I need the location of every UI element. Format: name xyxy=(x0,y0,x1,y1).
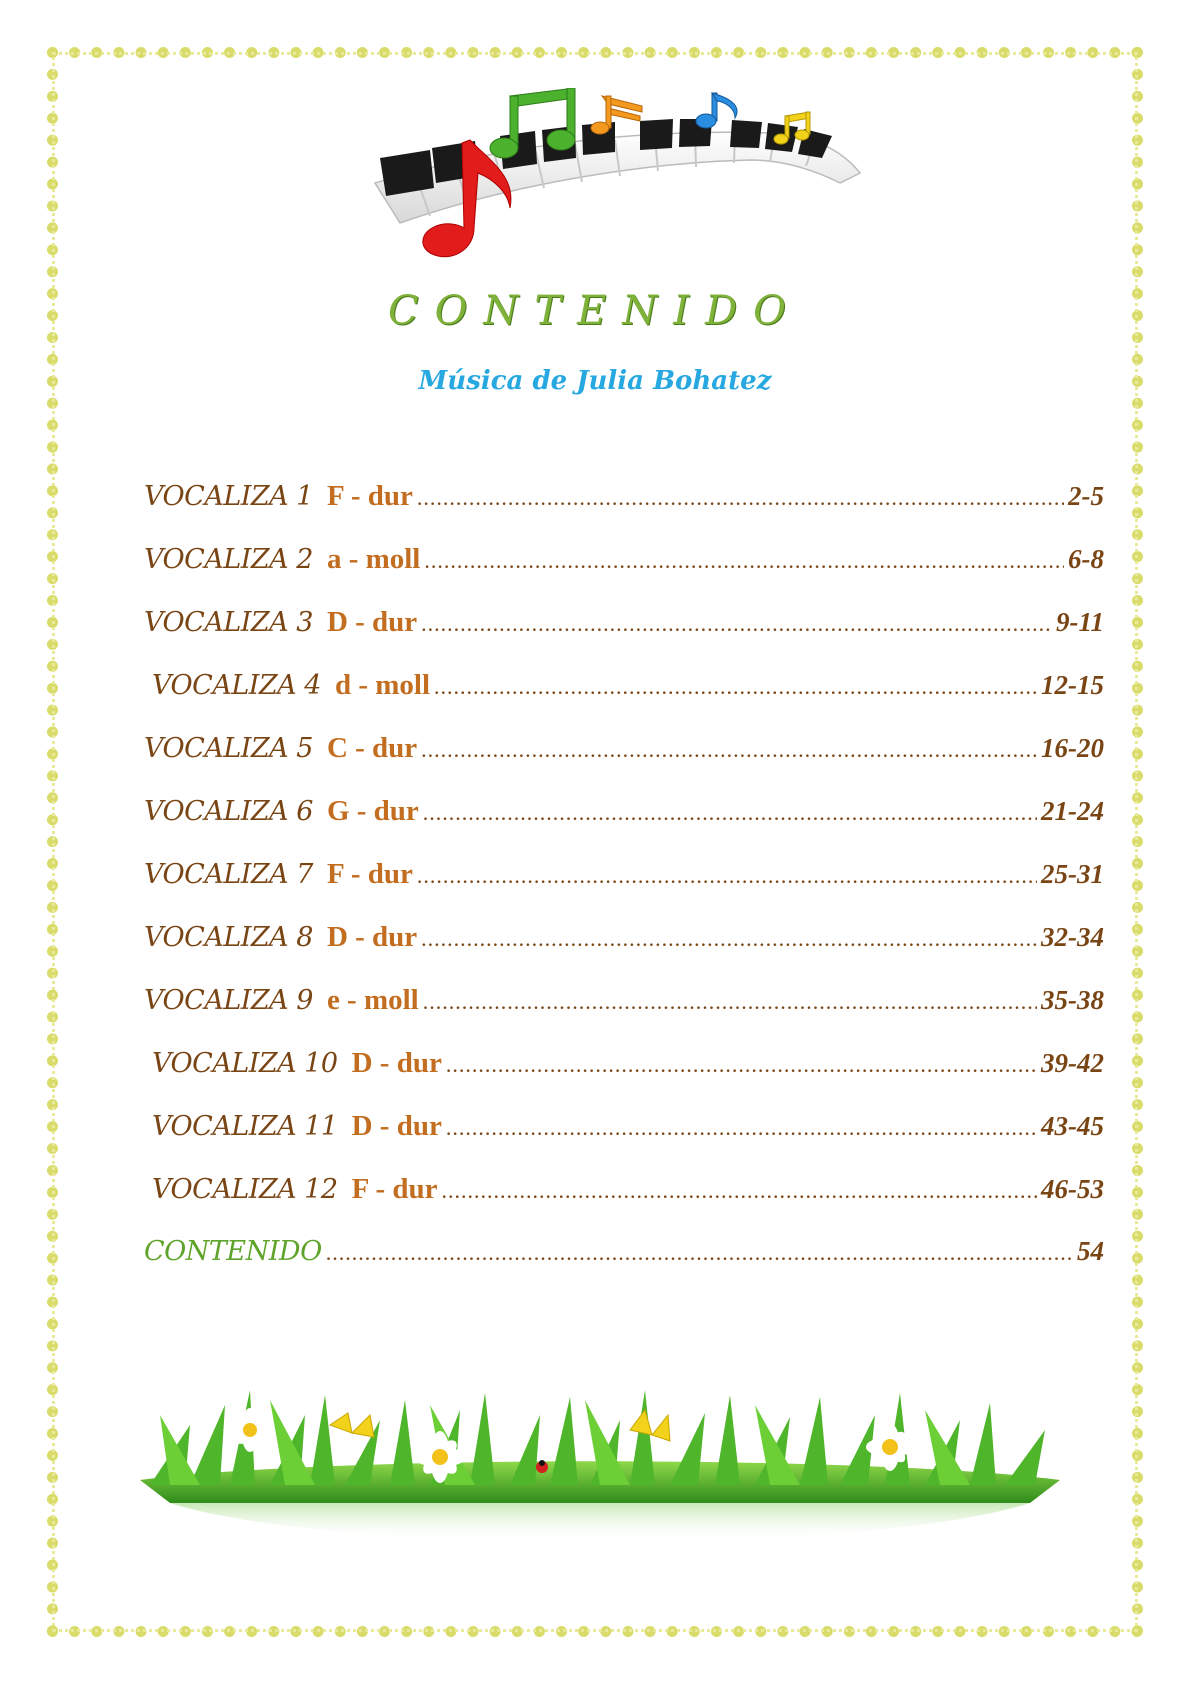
toc-entry-contenido[interactable] xyxy=(144,1236,1104,1299)
toc-entry[interactable] xyxy=(144,795,1104,858)
toc-leader-dots xyxy=(421,737,1037,763)
piano-keys-music-notes-icon xyxy=(370,88,890,268)
toc-entry-name: VOCALIZA 6 xyxy=(144,796,313,827)
toc-entry-pages: 2-5 xyxy=(1068,481,1104,511)
toc-entry-key: D - dur xyxy=(351,1047,442,1079)
toc-entry[interactable] xyxy=(144,1047,1104,1110)
toc-entry[interactable] xyxy=(144,732,1104,795)
toc-entry-key: D - dur xyxy=(326,921,418,953)
toc-entry[interactable] xyxy=(144,984,1104,1047)
toc-entry-name: VOCALIZA 9 xyxy=(144,985,313,1016)
toc-entry-name: VOCALIZA 7 xyxy=(144,859,313,890)
toc-entry-key: d - moll xyxy=(334,669,430,701)
toc-entry-name: VOCALIZA 4 xyxy=(152,670,321,701)
toc-entry-name: VOCALIZA 1 xyxy=(144,481,313,512)
toc-leader-dots xyxy=(417,863,1037,889)
toc-entry-key: F - dur xyxy=(351,1173,438,1205)
toc-leader-dots xyxy=(423,989,1037,1015)
toc-entry-pages: 25-31 xyxy=(1041,859,1104,889)
toc-entry[interactable] xyxy=(144,1173,1104,1236)
toc-entry-pages: 21-24 xyxy=(1041,796,1104,826)
toc-entry-pages: 32-34 xyxy=(1041,922,1104,952)
toc-entry-key: D - dur xyxy=(351,1110,442,1142)
toc-entry[interactable] xyxy=(144,921,1104,984)
toc-entry-pages: 9-11 xyxy=(1055,607,1104,637)
toc-entry[interactable] xyxy=(144,543,1104,606)
toc-entry-name: VOCALIZA 10 xyxy=(152,1048,338,1079)
toc-entry-pages: 35-38 xyxy=(1041,985,1104,1015)
toc-entry-key: F - dur xyxy=(326,480,413,512)
toc-entry[interactable] xyxy=(144,606,1104,669)
toc-entry-name: CONTENIDO xyxy=(144,1236,322,1267)
toc-entry-key: F - dur xyxy=(326,858,413,890)
toc-entry-key: e - moll xyxy=(326,984,419,1016)
toc-entry[interactable] xyxy=(144,1110,1104,1173)
toc-entry-name: VOCALIZA 2 xyxy=(144,544,313,575)
toc-leader-dots xyxy=(326,1240,1073,1266)
toc-entry-pages: 54 xyxy=(1077,1236,1104,1266)
page-subtitle: Música de Julia Bohatez xyxy=(418,366,772,396)
toc-leader-dots xyxy=(424,548,1064,574)
toc-leader-dots xyxy=(446,1115,1037,1141)
toc-entry-pages: 6-8 xyxy=(1068,544,1104,574)
toc-entry-pages: 43-45 xyxy=(1041,1111,1104,1141)
table-of-contents xyxy=(144,480,1104,1299)
toc-entry-pages: 16-20 xyxy=(1041,733,1104,763)
toc-entry[interactable] xyxy=(144,480,1104,543)
toc-entry-name: VOCALIZA 5 xyxy=(144,733,313,764)
toc-entry-key: a - moll xyxy=(326,543,421,575)
toc-entry-key: C - dur xyxy=(326,732,418,764)
toc-leader-dots xyxy=(434,674,1037,700)
toc-entry-name: VOCALIZA 11 xyxy=(152,1111,338,1142)
toc-leader-dots xyxy=(446,1052,1037,1078)
toc-entry-pages: 46-53 xyxy=(1041,1174,1104,1204)
toc-leader-dots xyxy=(442,1178,1037,1204)
toc-leader-dots xyxy=(421,926,1037,952)
toc-entry-pages: 12-15 xyxy=(1041,670,1104,700)
toc-leader-dots xyxy=(423,800,1037,826)
toc-entry-name: VOCALIZA 3 xyxy=(144,607,313,638)
toc-entry-key: D - dur xyxy=(326,606,418,638)
toc-entry-key: G - dur xyxy=(326,795,419,827)
toc-entry[interactable] xyxy=(144,858,1104,921)
toc-entry-name: VOCALIZA 8 xyxy=(144,922,313,953)
toc-leader-dots xyxy=(417,485,1064,511)
page-title: CONTENIDO xyxy=(388,288,802,334)
toc-leader-dots xyxy=(421,611,1052,637)
grass-flowers-icon xyxy=(130,1385,1070,1585)
toc-entry-name: VOCALIZA 12 xyxy=(152,1174,338,1205)
toc-entry[interactable] xyxy=(144,669,1104,732)
toc-entry-pages: 39-42 xyxy=(1041,1048,1104,1078)
